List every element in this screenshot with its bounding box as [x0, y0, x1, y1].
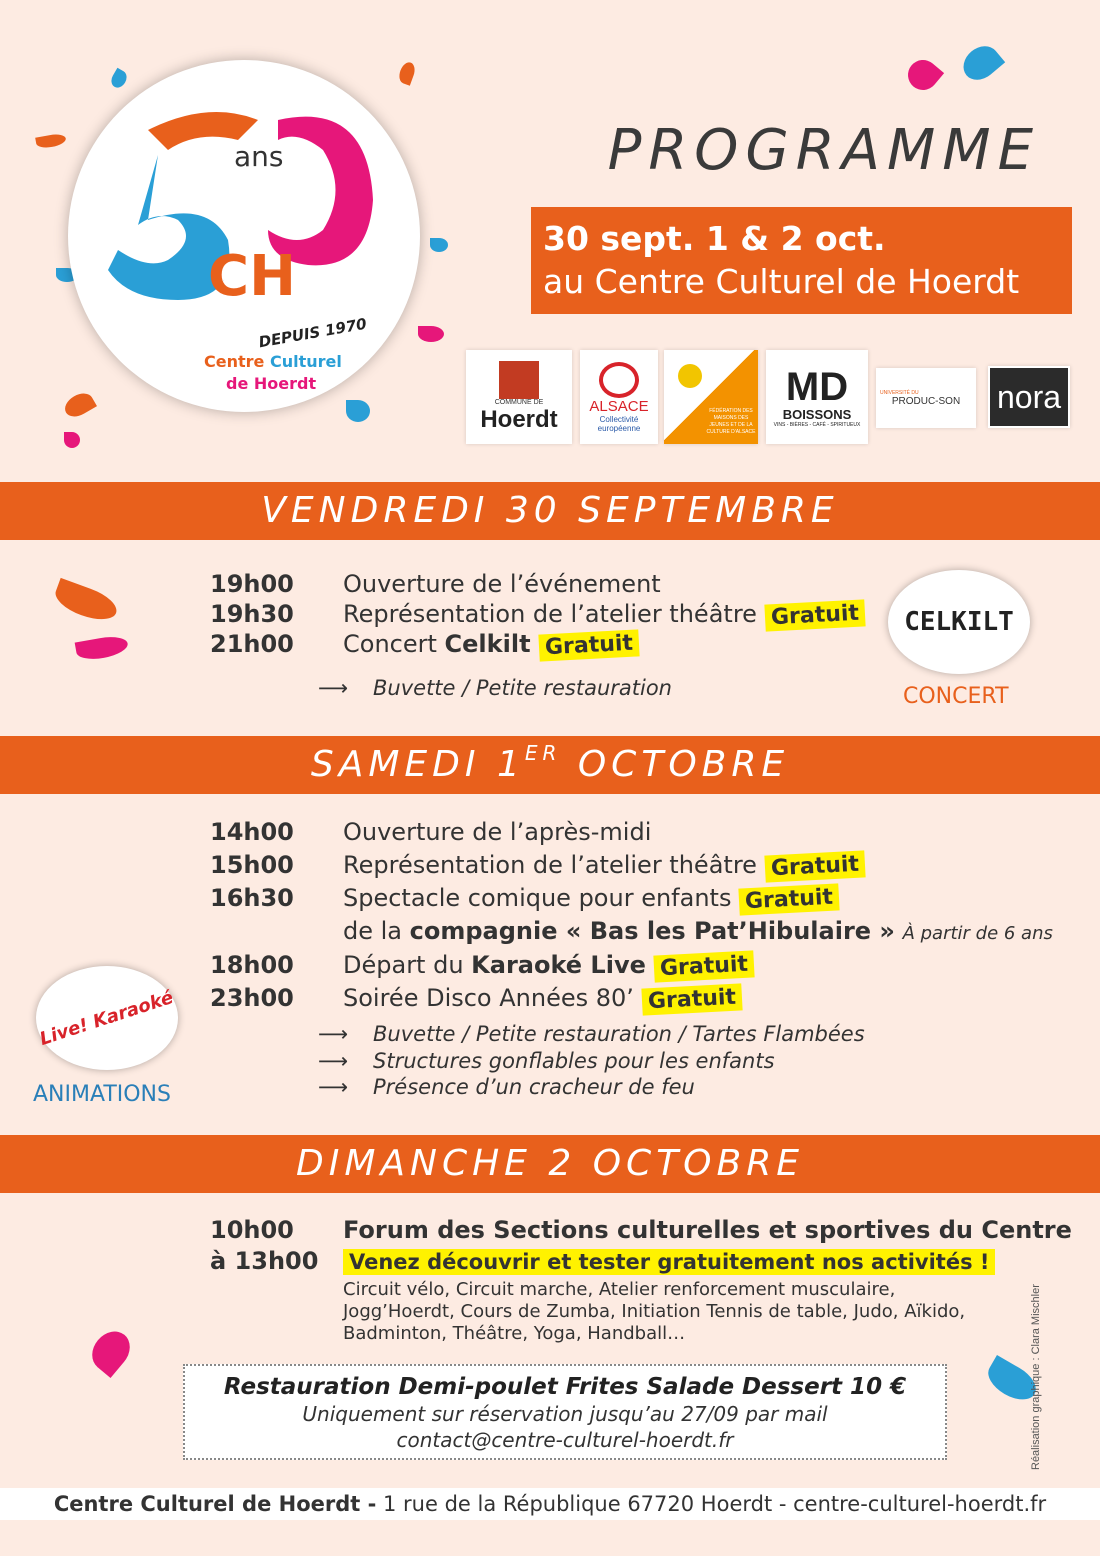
sponsor-md-sub: BOISSONS	[782, 406, 852, 422]
celkilt-logo	[888, 570, 1030, 674]
footer-address: 1 rue de la République 67720 Hoerdt - centre-culturel-hoerdt.fr	[376, 1492, 1047, 1516]
row-desc-bold: Karaoké Live	[471, 951, 646, 979]
decor-drop	[35, 132, 67, 149]
row-time: à 13h00	[210, 1247, 319, 1275]
note-text: Buvette / Petite restauration / Tartes Flambées	[373, 1022, 865, 1046]
restauration-title: Restauration Demi-poulet Frites Salade Dessert 10 €	[223, 1374, 907, 1400]
row-desc: Spectacle comique pour enfants	[343, 884, 732, 912]
arrow-icon: ⟶	[318, 1022, 349, 1046]
activities-line: Badminton, Théâtre, Yoga, Handball…	[343, 1323, 686, 1344]
row-time: 23h00	[210, 984, 294, 1012]
contact-email[interactable]: contact@centre-culturel-hoerdt.fr	[396, 1428, 734, 1452]
free-badge: Gratuit	[739, 883, 840, 915]
row-desc: Soirée Disco Années 80’	[343, 984, 634, 1012]
date-banner	[531, 207, 1072, 314]
decor-drop	[902, 54, 944, 96]
sponsor-nora-name: nora	[996, 378, 1062, 415]
celkilt-logo-text: CELKILT	[904, 607, 1014, 637]
row-desc: Représentation de l’atelier théâtre	[343, 851, 757, 879]
activities-line: Circuit vélo, Circuit marche, Atelier renforcement musculaire,	[343, 1279, 896, 1300]
sponsor-hoerdt-small: COMMUNE DE	[494, 398, 544, 406]
graphic-credit	[1030, 1074, 1042, 1470]
arrow-icon: ⟶	[318, 1049, 349, 1073]
sponsor-federation-name: FÉDÉRATION DES MAISONS DES JEUNES ET DE LA CULTURE D'ALSACE	[706, 408, 756, 435]
row-time: 10h00	[210, 1216, 294, 1244]
hoerdt-crest-icon	[499, 361, 539, 399]
row-time: 18h00	[210, 951, 294, 979]
row-desc: de la	[343, 917, 410, 945]
sponsor-alsace	[580, 350, 658, 444]
note-line	[318, 1022, 865, 1046]
karaoke-logo	[36, 966, 178, 1070]
row-desc: Départ du	[343, 951, 472, 979]
row-desc: Ouverture de l’événement	[343, 570, 661, 598]
decor-drop	[51, 578, 121, 626]
sponsor-produc-son	[876, 368, 976, 428]
row-time: 15h00	[210, 851, 294, 879]
row-desc-bold: Celkilt	[444, 630, 531, 658]
footer	[0, 1488, 1100, 1520]
row-time: 16h30	[210, 884, 294, 912]
forum-headline: Forum des Sections culturelles et sportives du Centre	[343, 1216, 1072, 1244]
saturday-title-pre: SAMEDI 1	[310, 744, 525, 785]
sponsor-md-boissons	[766, 350, 868, 444]
logo-ans: ans	[234, 140, 284, 173]
decor-drop	[418, 326, 444, 342]
logo-name-hoerdt: de Hoerdt	[226, 374, 317, 393]
row-desc: Concert	[343, 630, 445, 658]
restauration-box	[183, 1364, 947, 1460]
row-time: 14h00	[210, 818, 294, 846]
free-badge: Gratuit	[641, 983, 742, 1015]
decor-drop	[64, 432, 80, 448]
concert-caption: CONCERT	[903, 684, 1009, 709]
footer-name: Centre Culturel de Hoerdt -	[53, 1492, 377, 1516]
arrow-icon: ⟶	[318, 1075, 349, 1099]
sponsor-hoerdt	[466, 350, 572, 444]
event-location: au Centre Culturel de Hoerdt	[543, 262, 1020, 301]
graphic-credit-text: Réalisation graphique : Clara Mischler	[1030, 1284, 1042, 1470]
sponsor-alsace-sub1: Collectivité	[599, 414, 639, 424]
row-desc: Représentation de l’atelier théâtre	[343, 600, 757, 628]
friday-title: VENDREDI 30 SEPTEMBRE	[0, 482, 1100, 540]
arrow-icon: ⟶	[318, 676, 349, 700]
row-time: 19h00	[210, 570, 294, 598]
restauration-condition: Uniquement sur réservation jusqu’au 27/09 par mail	[302, 1402, 828, 1426]
note-line	[318, 1049, 775, 1073]
sponsor-produc-name: PRODUC-SON	[891, 395, 961, 407]
alsace-heart-icon	[599, 362, 639, 398]
note-text: Présence d’un cracheur de feu	[373, 1075, 695, 1099]
page-title: PROGRAMME	[607, 118, 1040, 183]
event-dates: 30 sept. 1 & 2 oct.	[543, 219, 886, 258]
free-badge: Gratuit	[538, 629, 639, 661]
decor-drop	[75, 634, 130, 663]
note-text: Buvette / Petite restauration	[373, 676, 672, 700]
logo-name-centre: Centre	[204, 352, 265, 371]
decor-drop	[957, 39, 1005, 86]
note-line	[318, 1075, 695, 1099]
logo-initials: CH	[208, 244, 296, 309]
sponsor-alsace-sub2: européenne	[597, 423, 641, 433]
row-time: 19h30	[210, 600, 294, 628]
age-note: À partir de 6 ans	[902, 923, 1053, 944]
sponsor-md-tag: VINS - BIÈRES - CAFÉ - SPIRITUEUX	[773, 421, 861, 428]
logo-depuis: DEPUIS 1970	[257, 314, 368, 352]
saturday-title	[0, 736, 1100, 794]
animations-caption: ANIMATIONS	[33, 1082, 171, 1107]
sunday-title: DIMANCHE 2 OCTOBRE	[0, 1135, 1100, 1193]
sponsor-hoerdt-name: Hoerdt	[480, 405, 558, 433]
sponsor-federation	[664, 350, 758, 444]
decor-drop	[430, 238, 448, 252]
sponsor-nora	[988, 366, 1070, 428]
sponsor-produc-small: UNIVERSITÉ DU	[880, 389, 919, 396]
sponsor-alsace-name: ALSACE	[589, 397, 649, 415]
karaoke-logo-text: Live! Karaoké	[37, 986, 177, 1050]
forum-highlight: Venez découvrir et tester gratuitement nos activités !	[343, 1249, 995, 1275]
row-desc: Ouverture de l’après-midi	[343, 818, 652, 846]
row-time: 21h00	[210, 630, 294, 658]
anniversary-logo	[68, 60, 420, 412]
decor-drop	[84, 1324, 137, 1378]
free-badge: Gratuit	[764, 850, 865, 882]
note-line	[318, 676, 672, 700]
sponsor-md-name: MD	[785, 364, 849, 409]
row-desc-bold: compagnie « Bas les Pat’Hibulaire »	[409, 917, 895, 945]
saturday-title-post: OCTOBRE	[561, 744, 790, 785]
logo-name-culturel: Culturel	[269, 352, 342, 371]
free-badge: Gratuit	[764, 599, 865, 631]
flower-icon	[678, 364, 702, 388]
note-text: Structures gonflables pour les enfants	[373, 1049, 775, 1073]
activities-line: Jogg’Hoerdt, Cours de Zumba, Initiation Tennis de table, Judo, Aïkido,	[343, 1301, 966, 1322]
saturday-title-sup: ER	[524, 741, 562, 765]
free-badge: Gratuit	[653, 950, 754, 982]
